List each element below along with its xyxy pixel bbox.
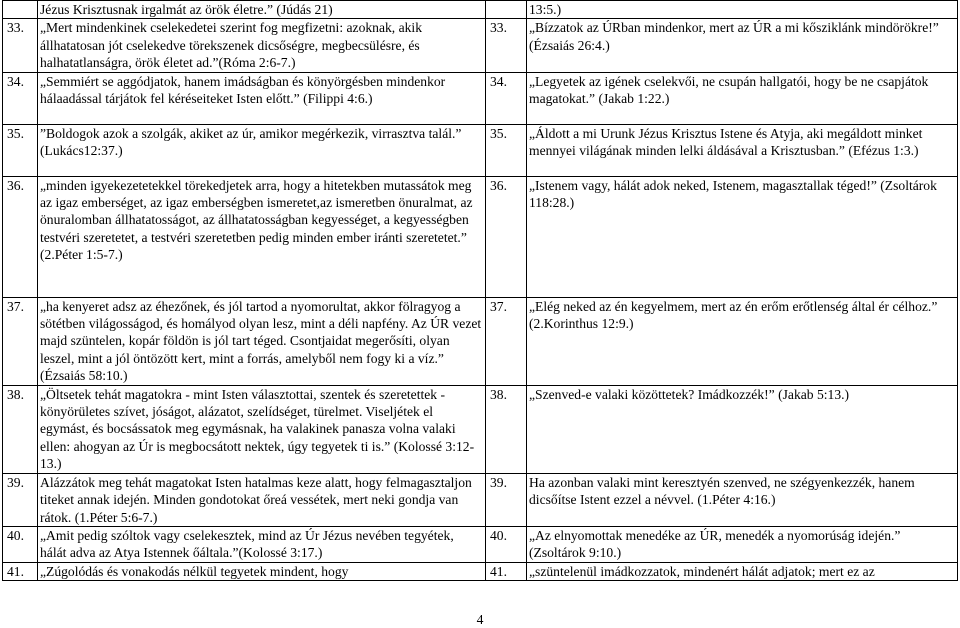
table-row bbox=[3, 297, 958, 385]
table-row bbox=[3, 562, 958, 580]
table-row bbox=[3, 1, 958, 19]
table-row bbox=[3, 72, 958, 124]
right-verse-number bbox=[486, 1, 527, 19]
left-verse-text: „Amit pedig szóltok vagy cselekesztek, mind az Úr Jézus nevében tegyétek, hálát adva az Atya Istennek őáltala.”(Kolossé 3:17.) bbox=[38, 526, 486, 562]
page-number: 4 bbox=[476, 612, 484, 627]
table-row bbox=[3, 124, 958, 176]
left-verse-number: 37. bbox=[3, 297, 38, 385]
left-verse-text: Alázzátok meg tehát magatokat Isten hatalmas keze alatt, hogy felmagasztaljon titeket annak idején. Minden gondotokat őreá vessétek, mert neki gondja van rátok. (1.Péter 5:6-7.) bbox=[38, 473, 486, 526]
left-verse-text: „Semmiért se aggódjatok, hanem imádságban és könyörgésben mindenkor hálaadással tárjátok fel kéréseiteket Isten előtt.” (Filippi 4:6.) bbox=[38, 72, 486, 124]
left-verse-number: 40. bbox=[3, 526, 38, 562]
left-verse-number bbox=[3, 1, 38, 19]
right-verse-number: 34. bbox=[486, 72, 527, 124]
left-verse-text: ”Boldogok azok a szolgák, akiket az úr, amikor megérkezik, virrasztva talál.” (Lukács12:37.) bbox=[38, 124, 486, 176]
right-verse-text: „Áldott a mi Urunk Jézus Krisztus Istene és Atyja, aki megáldott minket mennyei világának minden lelki áldásával a Krisztusban.” (Efézus 1:3.) bbox=[527, 124, 958, 176]
right-verse-number: 33. bbox=[486, 19, 527, 72]
right-verse-text: „szüntelenül imádkozzatok, mindenért hálát adjatok; mert ez az bbox=[527, 562, 958, 580]
right-verse-text: „Szenved-e valaki közöttetek? Imádkozzék!” (Jakab 5:13.) bbox=[527, 385, 958, 473]
left-verse-number: 34. bbox=[3, 72, 38, 124]
left-verse-text: „minden igyekezetetekkel törekedjetek arra, hogy a hitetekben mutassátok meg az igaz emberséget, az igaz emberségben ismeretet,az ismeretben önuralmat, az önuralomban állhatatosságot, az állhatatosságban kegyességet, a kegyességben testvéri szeretetet, a testvéri szeretetben pedig minden ember iránti szeretetet.” (2.Péter 1:5-7.) bbox=[38, 176, 486, 297]
right-verse-number: 39. bbox=[486, 473, 527, 526]
right-verse-text: 13:5.) bbox=[527, 1, 958, 19]
left-verse-number: 36. bbox=[3, 176, 38, 297]
right-verse-number: 37. bbox=[486, 297, 527, 385]
left-verse-text: „Öltsetek tehát magatokra - mint Isten választottai, szentek és szeretettek - könyörületes szívet, jóságot, alázatot, szelídséget, türelmet. Viseljétek el egymást, és bocsássatok meg egymásnak, ha valakinek panasza volna valaki ellen: ahogyan az Úr is megbocsátott nektek, úgy tegyetek ti is.” (Kolossé 3:12-13.) bbox=[38, 385, 486, 473]
right-verse-number: 41. bbox=[486, 562, 527, 580]
verse-table bbox=[2, 0, 958, 581]
left-verse-text: „Zúgolódás és vonakodás nélkül tegyetek mindent, hogy bbox=[38, 562, 486, 580]
right-verse-text: „Istenem vagy, hálát adok neked, Istenem, magasztallak téged!” (Zsoltárok 118:28.) bbox=[527, 176, 958, 297]
right-verse-number: 40. bbox=[486, 526, 527, 562]
left-verse-number: 38. bbox=[3, 385, 38, 473]
right-verse-text: „Legyetek az igének cselekvői, ne csupán hallgatói, hogy be ne csapjátok magatokat.” (Jakab 1:22.) bbox=[527, 72, 958, 124]
left-verse-number: 35. bbox=[3, 124, 38, 176]
right-verse-text: „Elég neked az én kegyelmem, mert az én erőm erőtlenség által ér célhoz.” (2.Korinthus 12:9.) bbox=[527, 297, 958, 385]
left-verse-text: „ha kenyeret adsz az éhezőnek, és jól tartod a nyomorultat, akkor fölragyog a sötétben világosságod, és homályod olyan lesz, mint a déli napfény. Az ÚR vezet majd szüntelen, kopár földön is jól tart téged. Csontjaidat megerősíti, olyan leszel, mint a jól öntözött kert, mint a forrás, amelyből nem fogy ki a víz.” (Ézsaiás 58:10.) bbox=[38, 297, 486, 385]
document-page bbox=[2, 0, 958, 581]
left-verse-text: „Mert mindenkinek cselekedetei szerint fog megfizetni: azoknak, akik állhatatosan jót cselekedve törekszenek dicsőségre, megbecsülésre, és halhatatlanságra, örök életet ad.”(Róma 2:6-7.) bbox=[38, 19, 486, 72]
right-verse-number: 35. bbox=[486, 124, 527, 176]
right-verse-text: Ha azonban valaki mint keresztyén szenved, ne szégyenkezzék, hanem dicsőítse Istent ezzel a névvel. (1.Péter 4:16.) bbox=[527, 473, 958, 526]
right-verse-number: 36. bbox=[486, 176, 527, 297]
left-verse-number: 41. bbox=[3, 562, 38, 580]
table-row bbox=[3, 526, 958, 562]
right-verse-text: „Bízzatok az ÚRban mindenkor, mert az ÚR a mi kősziklánk mindörökre!” (Ézsaiás 26:4.) bbox=[527, 19, 958, 72]
left-verse-number: 39. bbox=[3, 473, 38, 526]
table-row bbox=[3, 473, 958, 526]
table-row bbox=[3, 176, 958, 297]
left-verse-number: 33. bbox=[3, 19, 38, 72]
table-row bbox=[3, 385, 958, 473]
right-verse-text: „Az elnyomottak menedéke az ÚR, menedék a nyomorúság idején.” (Zsoltárok 9:10.) bbox=[527, 526, 958, 562]
left-verse-text: Jézus Krisztusnak irgalmát az örök életre.” (Júdás 21) bbox=[38, 1, 486, 19]
table-row bbox=[3, 19, 958, 72]
right-verse-number: 38. bbox=[486, 385, 527, 473]
